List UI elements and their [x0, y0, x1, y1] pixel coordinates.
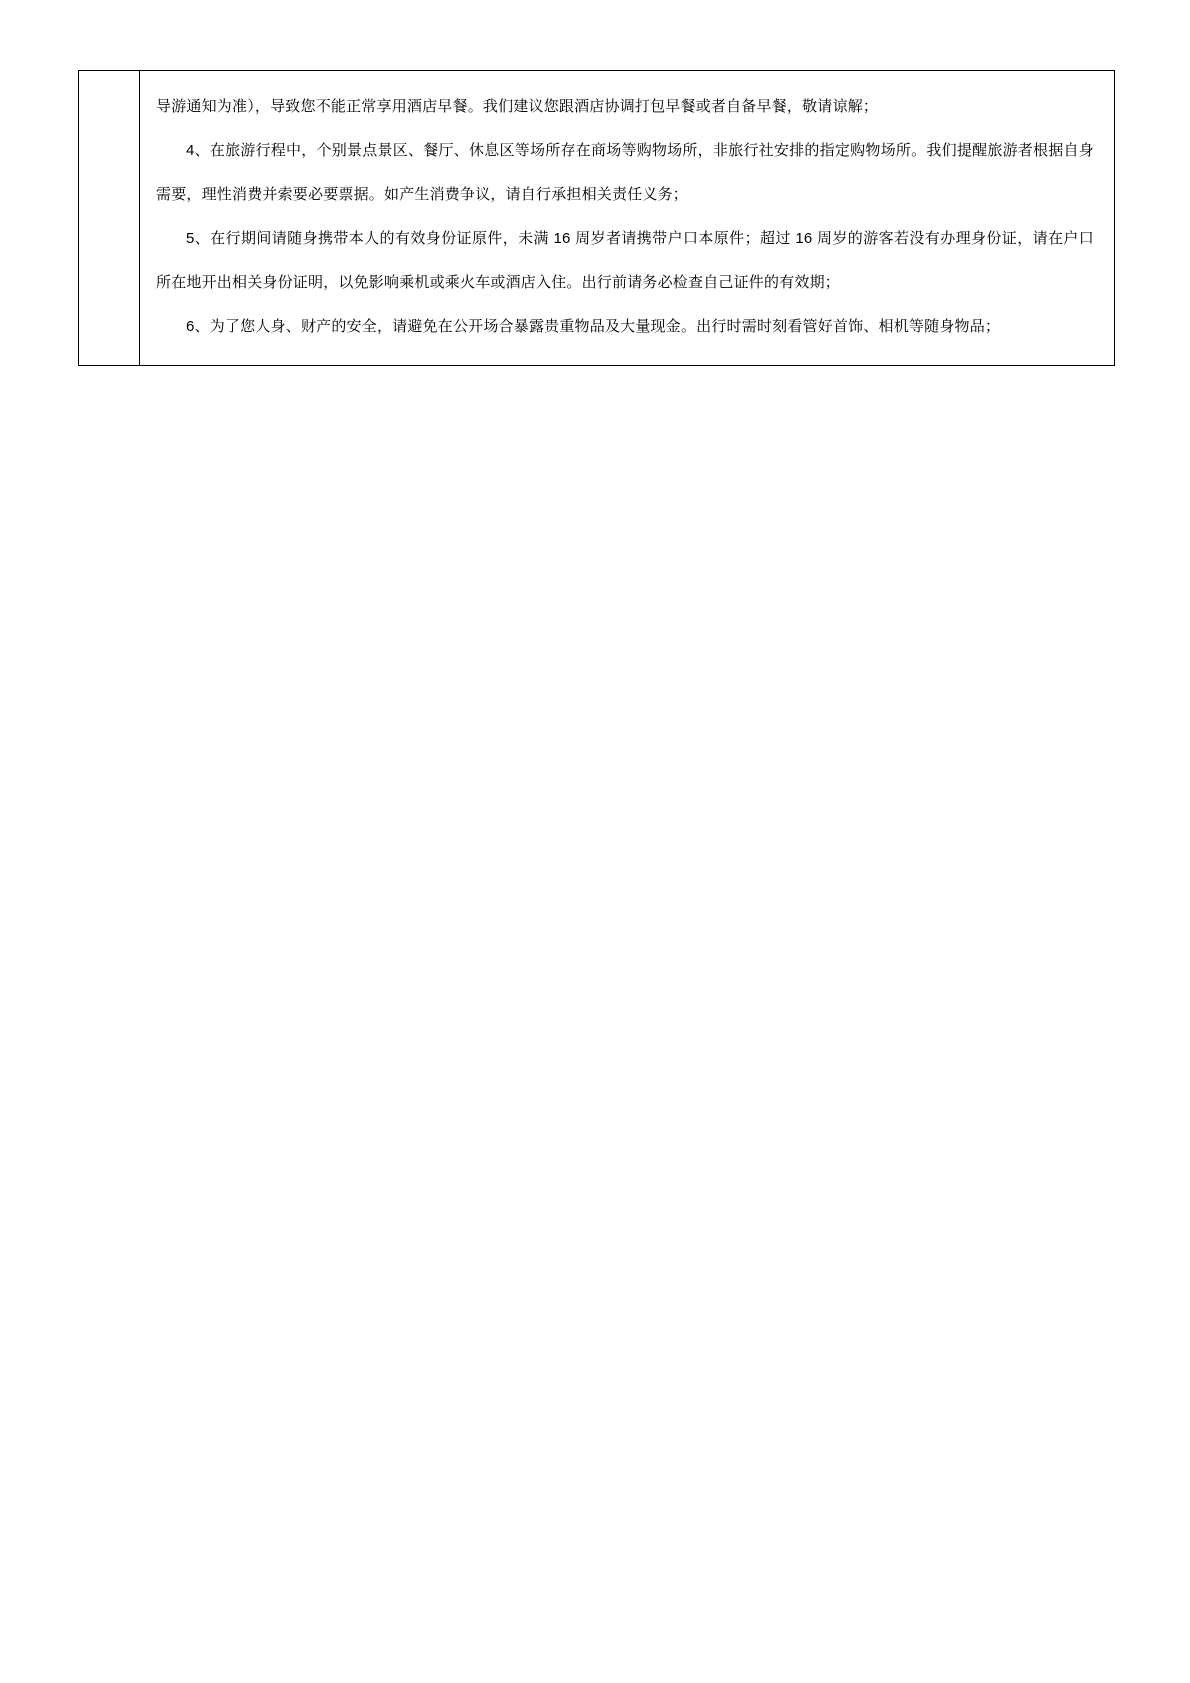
paragraph-continued: 导游通知为准），导致您不能正常享用酒店早餐。我们建议您跟酒店协调打包早餐或者自备早餐，敬请谅解；	[156, 98, 879, 115]
paragraph-item-5: 5、在行期间请随身携带本人的有效身份证原件，未满 16 周岁者请携带户口本原件；超过 16 周岁的游客若没有办理身份证，请在户口所在地开出相关身份证明，以免影响乘机或乘火车或酒店入住。出行前请务必检查自己证件的有效期；	[156, 230, 1094, 291]
table-row	[79, 71, 1115, 366]
paragraph-item-4: 4、在旅游行程中，个别景点景区、餐厅、休息区等场所存在商场等购物场所，非旅行社安排的指定购物场所。我们提醒旅游者根据自身需要，理性消费并索要必要票据。如产生消费争议，请自行承担相关责任义务；	[156, 142, 1094, 203]
paragraph-item-6: 6、为了您人身、财产的安全，请避免在公开场合暴露贵重物品及大量现金。出行时需时刻看管好首饰、相机等随身物品；	[186, 318, 1001, 335]
notice-table	[78, 70, 1115, 366]
notice-content	[140, 71, 1114, 365]
table-body-cell	[140, 71, 1115, 366]
table-label-cell	[79, 71, 140, 366]
